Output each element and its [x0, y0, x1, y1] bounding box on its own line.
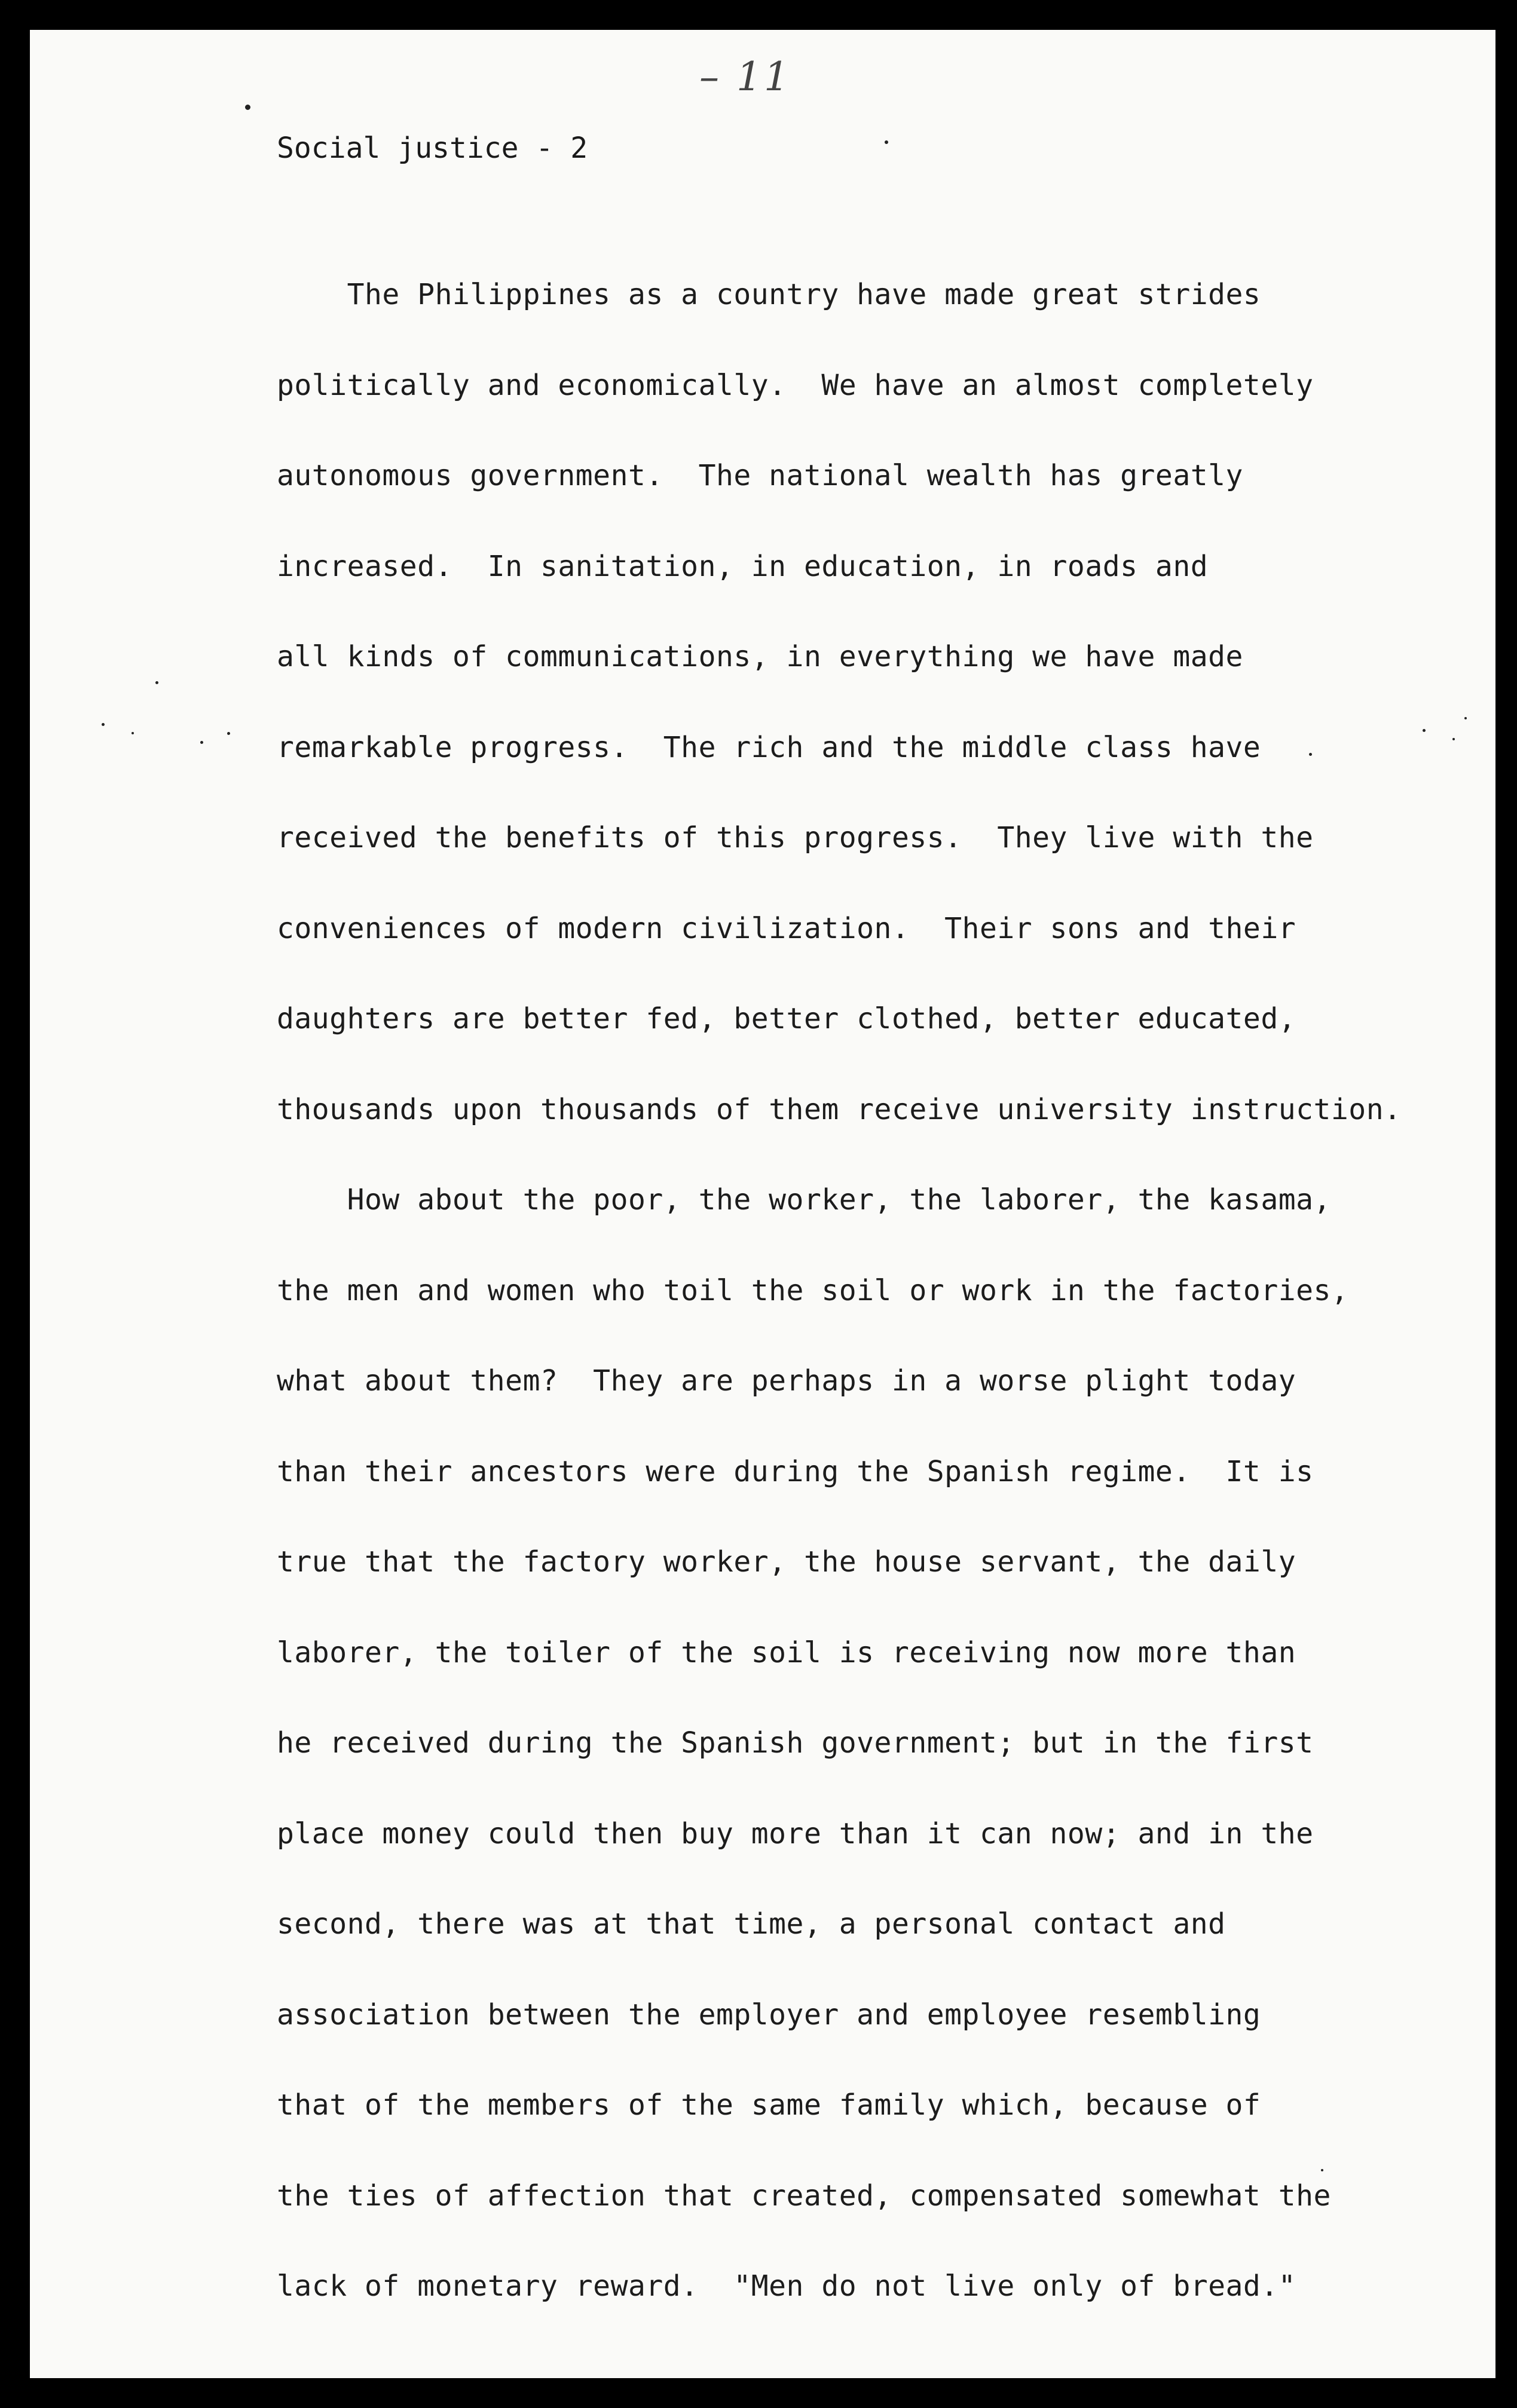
- scan-speck: [1464, 717, 1467, 719]
- text-line: thousands upon thousands of them receive university instruction.: [277, 1093, 1402, 1126]
- text-line: How about the poor, the worker, the laborer, the kasama,: [277, 1183, 1331, 1217]
- scan-speck: [227, 732, 230, 735]
- text-line: all kinds of communications, in everything we have made: [277, 640, 1243, 673]
- page-number: – 11: [699, 54, 791, 100]
- text-line: the men and women who toil the soil or work in the factories,: [277, 1274, 1349, 1307]
- text-line: the ties of affection that created, compensated somewhat the: [277, 2179, 1331, 2213]
- text-line: true that the factory worker, the house servant, the daily: [277, 1545, 1296, 1579]
- scan-speck: [1309, 753, 1312, 756]
- text-line: autonomous government. The national wealth has greatly: [277, 459, 1243, 492]
- text-line: politically and economically. We have an almost completely: [277, 369, 1314, 402]
- text-line: place money could then buy more than it can now; and in the: [277, 1817, 1314, 1851]
- text-line: what about them? They are perhaps in a worse plight today: [277, 1364, 1296, 1398]
- scan-speck: [131, 732, 134, 734]
- scan-speck: [102, 723, 105, 726]
- text-line: remarkable progress. The rich and the middle class have: [277, 731, 1261, 764]
- text-line: than their ancestors were during the Spanish regime. It is: [277, 1455, 1314, 1488]
- scan-speck: [200, 741, 203, 744]
- text-line: second, there was at that time, a personal contact and: [277, 1907, 1226, 1941]
- document-page: [30, 30, 1495, 2378]
- scan-speck: [245, 105, 250, 110]
- scan-speck: [885, 140, 888, 144]
- scan-speck: [1423, 729, 1426, 732]
- text-line: he received during the Spanish government; but in the first: [277, 1726, 1314, 1760]
- text-line: that of the members of the same family which, because of: [277, 2088, 1261, 2122]
- scan-speck: [1321, 2169, 1323, 2171]
- text-line: conveniences of modern civilization. Their sons and their: [277, 912, 1296, 945]
- text-line: increased. In sanitation, in education, in roads and: [277, 550, 1209, 583]
- text-line: daughters are better fed, better clothed, better educated,: [277, 1002, 1296, 1035]
- scan-speck: [1452, 738, 1455, 740]
- text-line: received the benefits of this progress. They live with the: [277, 821, 1314, 854]
- text-line: lack of monetary reward. "Men do not live only of bread.": [277, 2269, 1296, 2303]
- text-line: laborer, the toiler of the soil is receiving now more than: [277, 1636, 1296, 1669]
- text-line: association between the employer and employee resembling: [277, 1998, 1261, 2032]
- scan-speck: [155, 681, 158, 684]
- document-heading: Social justice - 2: [277, 131, 588, 165]
- text-line: The Philippines as a country have made great strides: [277, 278, 1261, 311]
